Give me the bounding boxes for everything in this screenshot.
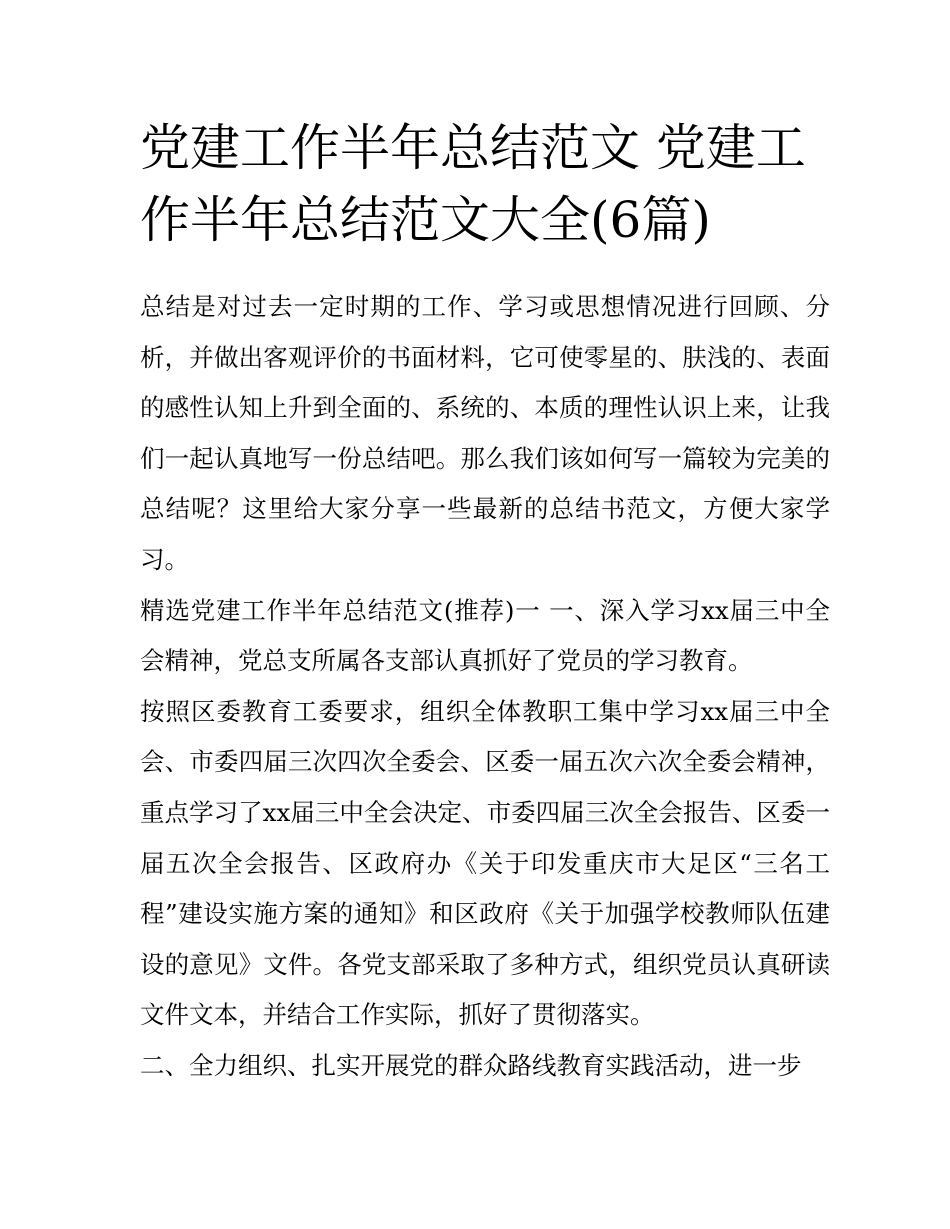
study-details-paragraph: 按照区委教育工委要求，组织全体教职工集中学习xx届三中全会、市委四届三次四次全委会、区委一届五次六次全委会精神，重点学习了xx届三中全会决定、市委四届三次全会报告、区委一届五次全会报告、区政府办《关于印发重庆市大足区“三名工程”建设实施方案的通知》和区政府《关于加强学校教师队伍建设的意见》文件。各党支部采取了多种方式，组织党员认真研读文件文本，并结合工作实际，抓好了贯彻落实。 — [140, 696, 830, 1030]
intro-paragraph: 总结是对过去一定时期的工作、学习或思想情况进行回顾、分析，并做出客观评价的书面材料，它可使零星的、肤浅的、表面的感性认知上升到全面的、系统的、本质的理性认识上来，让我们一起认真地写一份总结吧。那么我们该如何写一篇较为完美的总结呢？这里给大家分享一些最新的总结书范文，方便大家学习。 — [140, 292, 830, 574]
section-two-paragraph: 二、全力组织、扎实开展党的群众路线教育实践活动，进一步 — [140, 1050, 802, 1080]
document-body — [140, 282, 830, 1092]
document-title: 党建工作半年总结范文 党建工作半年总结范文大全(6篇) — [140, 119, 806, 249]
section-one-paragraph: 精选党建工作半年总结范文(推荐)一 一、深入学习xx届三中全会精神，党总支所属各支部认真抓好了党员的学习教育。 — [140, 595, 830, 676]
